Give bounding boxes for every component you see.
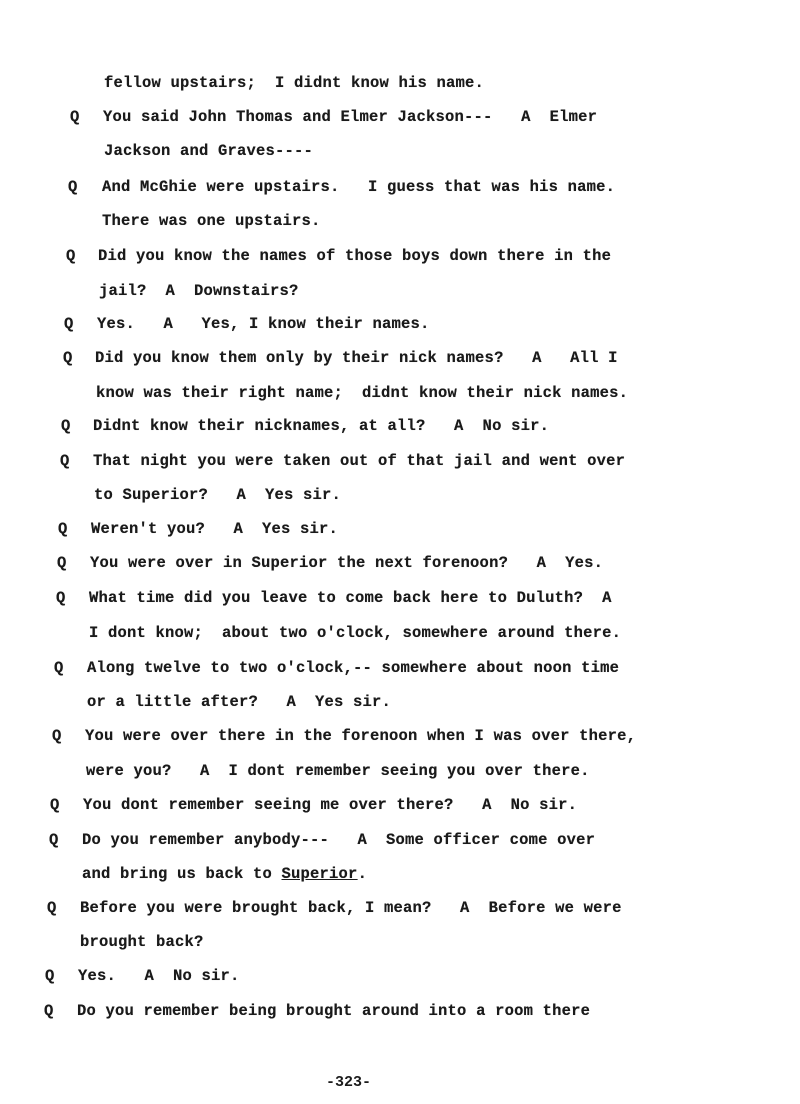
line-text: brought back?: [80, 933, 204, 951]
line-text: And McGhie were upstairs. I guess that was his name.: [102, 178, 616, 196]
question-marker: Q: [64, 315, 74, 333]
transcript-line: [82, 864, 367, 884]
line-text: Didnt know their nicknames, at all? A No sir.: [93, 417, 550, 435]
line-text: and bring us back to: [82, 865, 282, 883]
question-marker: Q: [49, 831, 59, 849]
question-marker: Q: [56, 589, 66, 607]
transcript-line: [103, 107, 597, 127]
question-marker: Q: [45, 967, 55, 985]
question-marker: Q: [54, 659, 64, 677]
question-marker: Q: [68, 178, 78, 196]
line-text: You were over in Superior the next forenoon? A Yes.: [90, 554, 604, 572]
transcript-line: [93, 416, 549, 436]
transcript-line: [77, 1001, 590, 1021]
question-marker: Q: [66, 247, 76, 265]
line-text: Did you know the names of those boys down there in the: [98, 247, 612, 265]
line-text: That night you were taken out of that jail and went over: [93, 452, 626, 470]
transcript-line: [99, 281, 299, 301]
transcript-line: [104, 141, 313, 161]
transcript-line: [94, 485, 341, 505]
transcript-line: [89, 588, 612, 608]
transcript-line: [93, 451, 625, 471]
transcript-line: [78, 966, 240, 986]
question-marker: Q: [70, 108, 80, 126]
question-marker: Q: [47, 899, 57, 917]
line-text: You dont remember seeing me over there? A No sir.: [83, 796, 578, 814]
question-marker: Q: [52, 727, 62, 745]
line-text: Yes. A No sir.: [78, 967, 240, 985]
line-text: Did you know them only by their nick names? A All I: [95, 349, 618, 367]
page-number: -323-: [326, 1074, 372, 1091]
transcript-line: [98, 246, 611, 266]
transcript-line: [86, 761, 590, 781]
question-marker: Q: [60, 452, 70, 470]
transcript-line: [80, 898, 622, 918]
question-marker: Q: [61, 417, 71, 435]
line-text: were you? A I dont remember seeing you over there.: [86, 762, 590, 780]
line-text-after: .: [357, 865, 368, 883]
transcript-line: [104, 73, 484, 93]
line-text: to Superior? A Yes sir.: [94, 486, 342, 504]
transcript-line: [97, 314, 430, 334]
transcript-line: [90, 553, 603, 573]
line-text: I dont know; about two o'clock, somewhere around there.: [89, 624, 622, 642]
line-text: Do you remember anybody--- A Some officer come over: [82, 831, 596, 849]
transcript-line: [102, 177, 615, 197]
question-marker: Q: [50, 796, 60, 814]
question-marker: Q: [63, 349, 73, 367]
question-marker: Q: [58, 520, 68, 538]
line-text: Yes. A Yes, I know their names.: [97, 315, 430, 333]
underlined-word: Superior: [281, 865, 358, 883]
transcript-line: [89, 623, 621, 643]
line-text: fellow upstairs; I didnt know his name.: [104, 74, 485, 92]
line-text: Jackson and Graves----: [104, 142, 314, 160]
transcript-line: [85, 726, 636, 746]
line-text: Weren't you? A Yes sir.: [91, 520, 339, 538]
transcript-line: [87, 658, 619, 678]
transcript-line: [80, 932, 204, 952]
line-text: Do you remember being brought around into a room there: [77, 1002, 591, 1020]
transcript-line: [95, 348, 618, 368]
line-text: There was one upstairs.: [102, 212, 321, 230]
question-marker: Q: [44, 1002, 54, 1020]
line-text: You said John Thomas and Elmer Jackson--- A Elmer: [103, 108, 598, 126]
line-text: or a little after? A Yes sir.: [87, 693, 392, 711]
transcript-line: [87, 692, 391, 712]
line-text: jail? A Downstairs?: [99, 282, 299, 300]
transcript-line: [96, 383, 628, 403]
line-text: What time did you leave to come back here to Duluth? A: [89, 589, 612, 607]
line-text: know was their right name; didnt know their nick names.: [96, 384, 629, 402]
question-marker: Q: [57, 554, 67, 572]
transcript-line: [102, 211, 321, 231]
line-text: Along twelve to two o'clock,-- somewhere about noon time: [87, 659, 620, 677]
transcript-line: [91, 519, 338, 539]
transcript-line: [82, 830, 595, 850]
line-text: You were over there in the forenoon when I was over there,: [85, 727, 637, 745]
line-text: Before you were brought back, I mean? A Before we were: [80, 899, 622, 917]
transcript-line: [83, 795, 577, 815]
